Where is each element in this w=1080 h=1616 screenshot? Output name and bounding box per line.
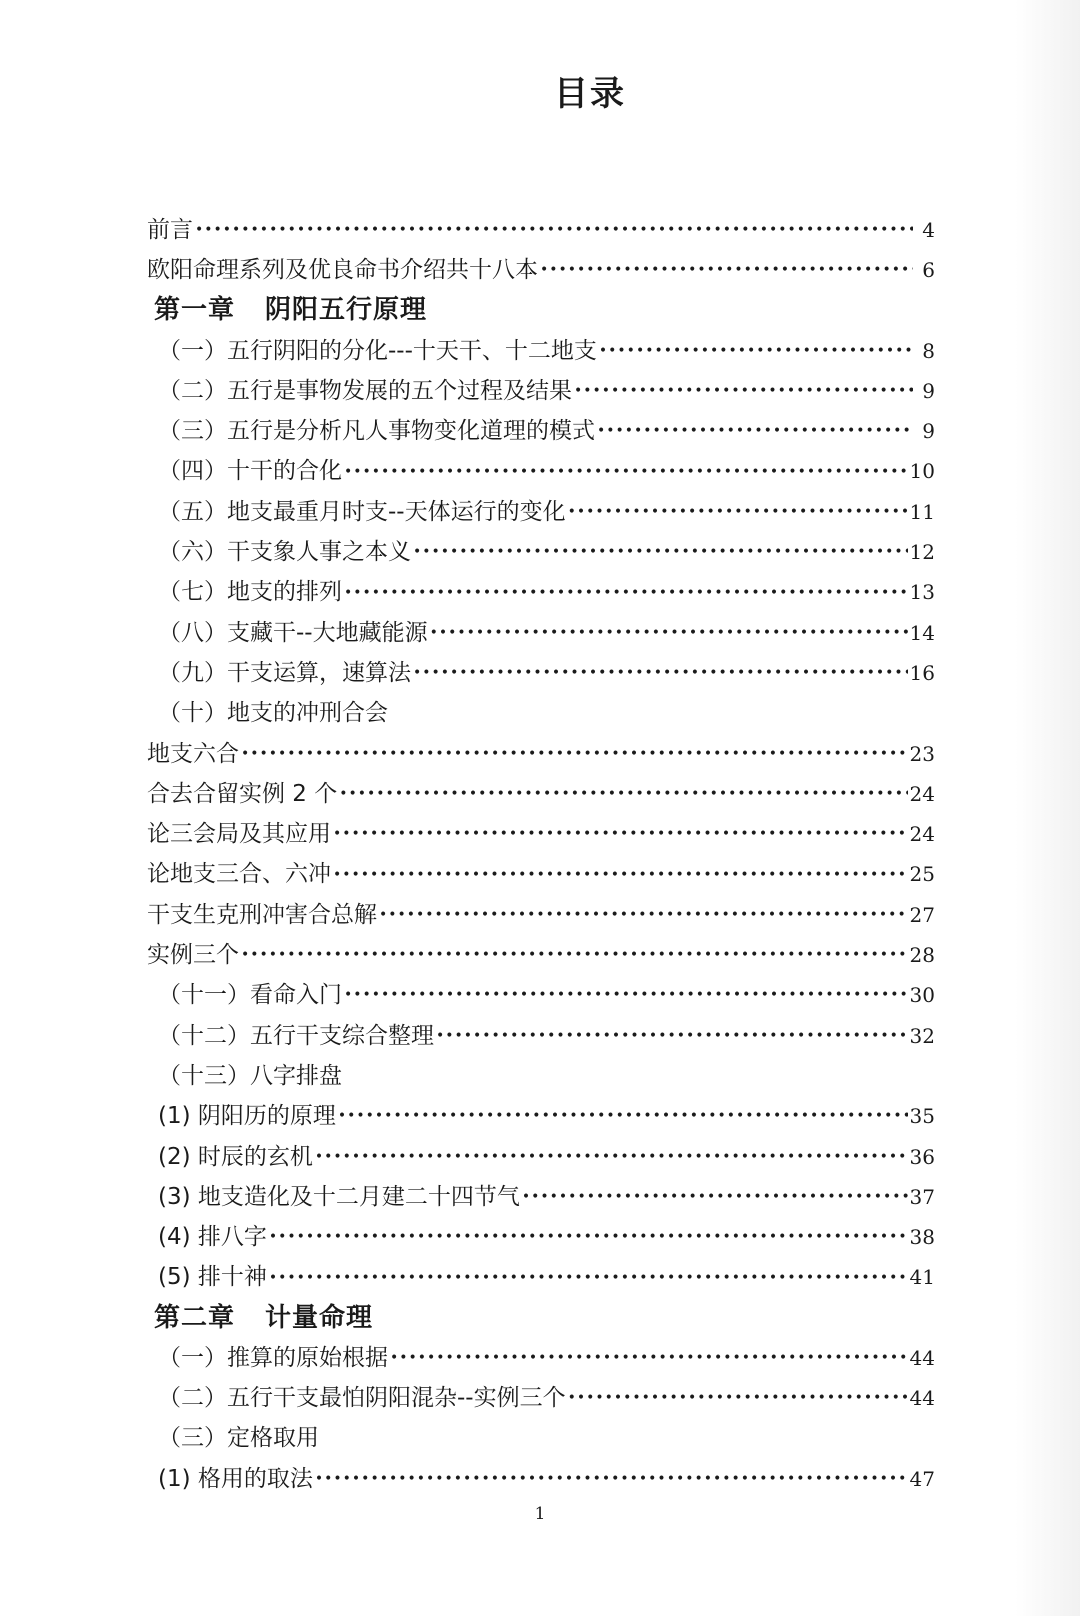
table-of-contents — [0, 210, 1080, 1499]
toc-page-number: 23 — [909, 741, 935, 766]
dot-leader — [436, 1016, 908, 1056]
chapter-label: 第二章 — [154, 1302, 236, 1333]
toc-entry-title: （十一）看命入门 — [158, 982, 342, 1009]
toc-entry[interactable] — [0, 210, 935, 250]
toc-entry[interactable] — [0, 492, 935, 532]
toc-entry[interactable] — [0, 895, 935, 935]
dot-leader — [568, 1378, 908, 1418]
toc-entry[interactable] — [0, 814, 935, 854]
toc-entry-title: （五）地支最重月时支--天体运行的变化 — [158, 498, 566, 525]
toc-entry-title: （七）地支的排列 — [158, 579, 342, 606]
toc-entry-title: 欧阳命理系列及优良命书介绍共十八本 — [147, 257, 538, 284]
dot-leader — [597, 411, 913, 451]
toc-entry-title: （八）支藏干--大地藏能源 — [158, 619, 428, 646]
toc-page-number: 9 — [922, 378, 935, 403]
toc-chapter-heading[interactable] — [0, 1298, 1080, 1338]
toc-entry[interactable] — [0, 975, 935, 1015]
dot-leader — [344, 452, 908, 492]
toc-page-number: 44 — [909, 1386, 935, 1411]
dot-leader — [522, 1177, 908, 1217]
dot-leader — [540, 250, 913, 290]
toc-entry-title: 论地支三合、六冲 — [147, 861, 331, 888]
toc-entry[interactable] — [0, 572, 935, 612]
toc-chapter-heading[interactable] — [0, 291, 1080, 331]
toc-page-number: 35 — [909, 1104, 935, 1129]
dot-leader — [195, 210, 913, 250]
toc-entry-title: （九）干支运算，速算法 — [158, 659, 411, 686]
dot-leader — [413, 653, 908, 693]
toc-page-number: 44 — [909, 1345, 935, 1370]
toc-entry[interactable] — [0, 1096, 935, 1136]
toc-entry-title: （三）定格取用 — [158, 1425, 319, 1452]
toc-entry-title: (5) 排十神 — [158, 1264, 267, 1291]
toc-page-number: 11 — [909, 499, 935, 524]
dot-leader — [413, 532, 908, 572]
toc-page-number: 27 — [909, 902, 935, 927]
toc-entry[interactable] — [0, 451, 935, 491]
toc-entry[interactable] — [0, 935, 935, 975]
toc-entry-title: （十二）五行干支综合整理 — [158, 1022, 434, 1049]
dot-leader — [315, 1137, 908, 1177]
toc-page-number: 36 — [909, 1144, 935, 1169]
toc-page-number: 41 — [909, 1265, 935, 1290]
toc-entry-title: （二）五行是事物发展的五个过程及结果 — [158, 377, 572, 404]
dot-leader — [339, 774, 907, 814]
toc-entry[interactable] — [0, 1016, 935, 1056]
toc-entry-title: 合去合留实例 2 个 — [147, 780, 338, 807]
dot-leader — [333, 855, 908, 895]
toc-page-number: 16 — [909, 660, 935, 685]
toc-entry-title: 干支生克刑冲害合总解 — [147, 901, 377, 928]
toc-entry[interactable] — [0, 1338, 935, 1378]
dot-leader — [315, 1459, 908, 1499]
toc-entry[interactable] — [0, 653, 935, 693]
toc-entry[interactable] — [0, 613, 935, 653]
dot-leader — [344, 573, 908, 613]
dot-leader — [568, 492, 908, 532]
toc-entry-title: （六）干支象人事之本义 — [158, 539, 411, 566]
toc-page-number: 9 — [922, 419, 935, 444]
toc-entry[interactable] — [0, 1056, 935, 1096]
toc-page-number: 4 — [922, 218, 935, 242]
toc-page-number: 32 — [909, 1023, 935, 1048]
toc-entry[interactable] — [0, 1459, 935, 1499]
toc-page-number: 12 — [909, 540, 935, 565]
page-title: 目录 — [554, 74, 626, 114]
dot-leader — [269, 1217, 908, 1257]
dot-leader — [574, 371, 913, 411]
dot-leader — [430, 613, 908, 653]
dot-leader — [379, 895, 908, 935]
page-number: 1 — [534, 1504, 546, 1524]
chapter-label: 第一章 — [154, 295, 236, 326]
toc-page-number: 25 — [909, 862, 935, 887]
toc-entry-title: (1) 格用的取法 — [158, 1465, 313, 1492]
toc-page-number: 24 — [909, 822, 935, 847]
toc-entry-title: (3) 地支造化及十二月建二十四节气 — [158, 1183, 520, 1210]
toc-entry-title: (1) 阴阳历的原理 — [158, 1103, 336, 1130]
toc-page-number: 37 — [909, 1184, 935, 1209]
toc-entry-title: （四）十干的合化 — [158, 458, 342, 485]
toc-entry[interactable] — [0, 371, 935, 411]
toc-page-number: 30 — [909, 983, 935, 1008]
dot-leader — [241, 734, 908, 774]
toc-entry-title: 地支六合 — [147, 740, 239, 767]
toc-entry-title: (4) 排八字 — [158, 1224, 267, 1251]
toc-page-number: 8 — [922, 338, 935, 363]
toc-entry-title: (2) 时辰的玄机 — [158, 1143, 313, 1170]
toc-entry-title: （二）五行干支最怕阴阳混杂--实例三个 — [158, 1385, 566, 1412]
toc-entry-title: 实例三个 — [147, 942, 239, 969]
toc-entry[interactable] — [0, 250, 935, 290]
toc-entry[interactable] — [0, 1177, 935, 1217]
toc-entry-title: （十）地支的冲刑合会 — [158, 700, 388, 727]
toc-page-number: 6 — [922, 258, 935, 283]
toc-entry[interactable] — [0, 693, 935, 733]
toc-page-number: 13 — [909, 580, 935, 605]
toc-page-number: 14 — [909, 620, 935, 645]
toc-entry-title: （十三）八字排盘 — [158, 1062, 342, 1089]
toc-entry[interactable] — [0, 734, 935, 774]
dot-leader — [390, 1338, 908, 1378]
toc-entry[interactable] — [0, 411, 935, 451]
toc-entry[interactable] — [0, 854, 935, 894]
toc-entry-title: （一）五行阴阳的分化---十天干、十二地支 — [158, 337, 597, 364]
chapter-title: 计量命理 — [265, 1302, 374, 1333]
toc-page-number: 47 — [909, 1466, 935, 1491]
toc-page-number: 24 — [909, 781, 935, 806]
toc-entry[interactable] — [0, 1378, 935, 1418]
toc-entry[interactable] — [0, 774, 935, 814]
dot-leader — [599, 331, 913, 371]
dot-leader — [333, 814, 908, 854]
toc-entry-title: 论三会局及其应用 — [147, 821, 331, 848]
dot-leader — [344, 975, 908, 1015]
dot-leader — [241, 935, 908, 975]
chapter-title: 阴阳五行原理 — [265, 295, 428, 326]
toc-page-number: 38 — [909, 1225, 935, 1250]
dot-leader — [338, 1096, 908, 1136]
toc-entry[interactable] — [0, 1257, 935, 1297]
toc-page-number: 28 — [909, 943, 935, 968]
toc-page-number: 10 — [909, 459, 935, 484]
toc-entry[interactable] — [0, 532, 935, 572]
toc-entry[interactable] — [0, 1137, 935, 1177]
toc-entry[interactable] — [0, 1217, 935, 1257]
toc-entry[interactable] — [0, 331, 935, 371]
dot-leader — [269, 1258, 908, 1298]
toc-entry[interactable] — [0, 1418, 935, 1458]
toc-entry-title: （一）推算的原始根据 — [158, 1344, 388, 1371]
toc-entry-title: （三）五行是分析凡人事物变化道理的模式 — [158, 418, 595, 445]
toc-entry-title: 前言 — [147, 217, 193, 243]
